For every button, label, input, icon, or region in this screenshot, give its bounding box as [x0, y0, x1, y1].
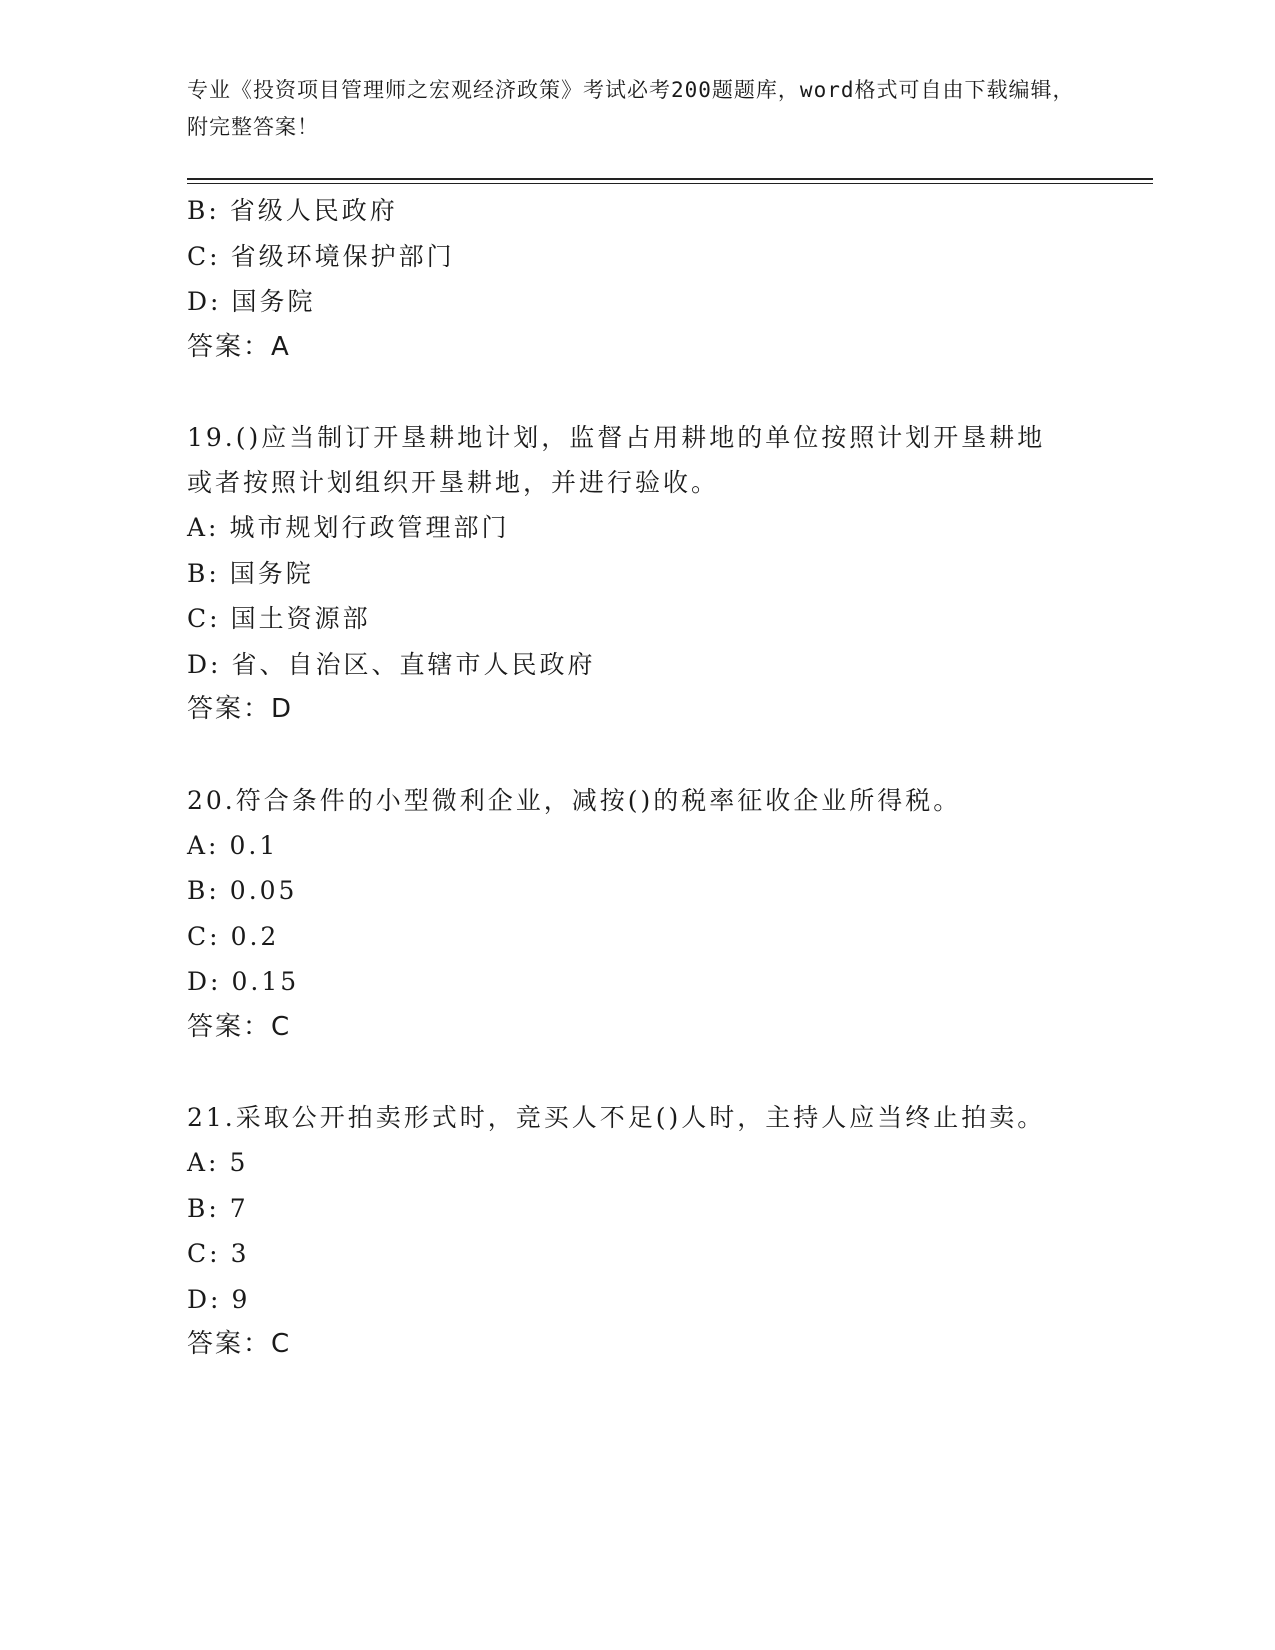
option-label: A:: [187, 513, 220, 542]
option-label: B:: [187, 1193, 220, 1223]
document-header: 专业《投资项目管理师之宏观经济政策》考试必考200题题库，word格式可自由下载编辑，附完整答案！: [187, 78, 1075, 139]
answer-line: 答案：A: [187, 331, 291, 362]
option-text: 城市规划行政管理部门: [229, 513, 510, 542]
header-divider-thin: [187, 183, 1153, 184]
option-text: 国务院: [231, 287, 316, 316]
option-a: [187, 1140, 1087, 1186]
option-label: B:: [187, 558, 220, 588]
question-stem: 20.符合条件的小型微利企业，减按()的税率征收企业所得税。: [187, 785, 962, 815]
question-21: [187, 1095, 1087, 1368]
option-b: [187, 188, 1087, 234]
option-label: C:: [187, 241, 221, 271]
option-b: [187, 1186, 1087, 1232]
option-c: [187, 1231, 1087, 1277]
option-label: C:: [187, 604, 221, 633]
option-c: [187, 234, 1087, 280]
option-label: D:: [187, 1284, 222, 1314]
option-label: B:: [187, 196, 220, 225]
option-text: 0.1: [229, 830, 279, 860]
option-d: [187, 642, 1087, 688]
question-content: [187, 188, 1087, 1413]
option-d: [187, 1277, 1087, 1323]
option-text: 3: [230, 1239, 250, 1268]
question-continuation: [187, 188, 1087, 370]
question-19: [187, 415, 1087, 733]
answer-line: 答案：C: [187, 1011, 292, 1042]
option-text: 国务院: [229, 558, 314, 588]
option-label: D:: [187, 287, 222, 316]
option-text: 0.2: [230, 921, 280, 951]
question-20: [187, 778, 1087, 1051]
option-d: [187, 279, 1087, 325]
option-d: [187, 959, 1087, 1005]
option-text: 省、自治区、直辖市人民政府: [231, 649, 596, 679]
question-stem: 19.()应当制订开垦耕地计划，监督占用耕地的单位按照计划开垦耕地或者按照计划组织开垦耕地，并进行验收。: [187, 423, 1046, 497]
option-text: 省级人民政府: [229, 196, 398, 225]
option-c: [187, 914, 1087, 960]
option-text: 5: [229, 1148, 249, 1177]
option-label: C:: [187, 921, 221, 951]
option-text: 7: [229, 1193, 249, 1223]
option-text: 国土资源部: [230, 604, 371, 633]
option-b: [187, 868, 1087, 914]
answer-line: 答案：C: [187, 1329, 292, 1359]
option-label: C:: [187, 1239, 221, 1268]
option-b: [187, 551, 1087, 597]
question-stem: 21.采取公开拍卖形式时，竞买人不足()人时，主持人应当终止拍卖。: [187, 1103, 1046, 1132]
option-label: D:: [187, 967, 222, 996]
option-text: 省级环境保护部门: [230, 241, 455, 271]
option-a: [187, 823, 1087, 869]
option-label: A:: [187, 1148, 220, 1177]
option-label: B:: [187, 876, 220, 905]
header-divider-thick: [187, 178, 1153, 180]
option-text: 9: [231, 1284, 251, 1314]
option-label: D:: [187, 649, 222, 679]
option-text: 0.05: [229, 876, 298, 905]
answer-line: 答案：D: [187, 694, 294, 724]
option-c: [187, 596, 1087, 642]
option-label: A:: [187, 830, 220, 860]
option-a: [187, 505, 1087, 551]
option-text: 0.15: [231, 967, 300, 996]
